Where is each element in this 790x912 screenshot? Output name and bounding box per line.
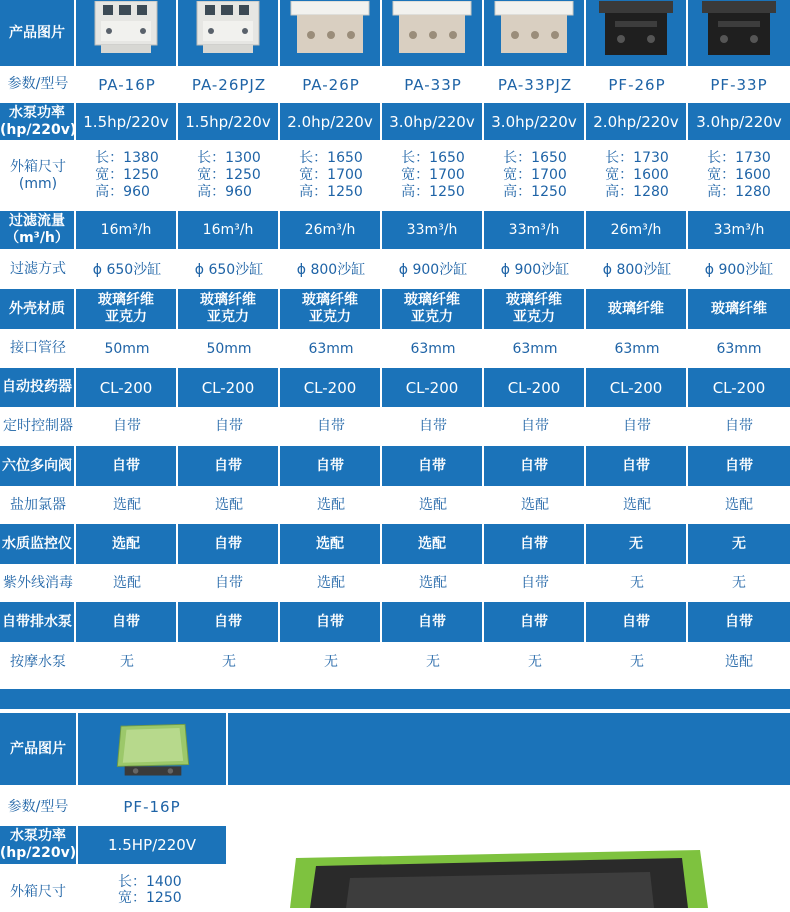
cell: 选配 [484, 486, 586, 524]
product-image [280, 0, 382, 66]
cell: ϕ 900沙缸 [688, 249, 790, 289]
row-label: 按摩水泵 [0, 642, 76, 682]
length: 长：1730 [707, 150, 771, 166]
salt-chlorinator-row [0, 486, 790, 524]
cell: ϕ 900沙缸 [382, 249, 484, 289]
length: 长：1400 [118, 874, 182, 890]
cell: ϕ 900沙缸 [484, 249, 586, 289]
cell [484, 140, 586, 211]
water-monitor-row [0, 524, 790, 564]
cell [280, 140, 382, 211]
width: 宽：1250 [95, 167, 159, 183]
cell: 无 [688, 564, 790, 602]
row-label: 定时控制器 [0, 407, 76, 446]
cell: 自带 [484, 524, 586, 564]
cell: 无 [586, 642, 688, 682]
cell: 26m³/h [280, 211, 382, 249]
cell: 玻璃纤维 亚克力 [280, 289, 382, 329]
cell: ϕ 650沙缸 [178, 249, 280, 289]
cell: 选配 [382, 486, 484, 524]
cell: ϕ 800沙缸 [586, 249, 688, 289]
cell: 50mm [178, 329, 280, 368]
row-label: 水质监控仪 [0, 524, 76, 564]
row-label: 参数/型号 [7, 798, 69, 815]
width: 宽：1250 [197, 167, 261, 183]
width: 宽：1250 [118, 890, 182, 906]
filter-unit-image [694, 1, 784, 61]
power-row [0, 103, 790, 140]
size-value [118, 874, 182, 906]
material-row [0, 289, 790, 329]
drain-pump-row [0, 602, 790, 642]
cell: 自带 [688, 602, 790, 642]
row-label: 紫外线消毒 [0, 564, 76, 602]
cell: 自带 [280, 446, 382, 486]
height: 高：1250 [503, 184, 567, 200]
cell: PA-33P [382, 66, 484, 103]
cell: 3.0hp/220v [688, 103, 790, 140]
cell: 选配 [586, 486, 688, 524]
cell: 无 [586, 564, 688, 602]
width: 宽：1700 [401, 167, 465, 183]
product-image-cell [78, 713, 226, 785]
row-label: 水泵功率 (hp/220v) [0, 826, 76, 864]
power-value: 1.5HP/220V [78, 826, 226, 864]
cell: 自带 [178, 602, 280, 642]
width: 宽：1600 [605, 167, 669, 183]
cell [586, 140, 688, 211]
valve-row [0, 446, 790, 486]
cell: 自带 [280, 602, 382, 642]
cell: PF-26P [586, 66, 688, 103]
cell: 无 [586, 524, 688, 564]
width: 宽：1700 [299, 167, 363, 183]
cell [178, 140, 280, 211]
cell [382, 140, 484, 211]
cell [688, 140, 790, 211]
length: 长：1650 [299, 150, 363, 166]
cell: CL-200 [76, 368, 178, 407]
length: 长：1300 [197, 150, 261, 166]
cell: 自带 [688, 446, 790, 486]
filter-method-row [0, 249, 790, 289]
row-label: 接口管径 [0, 329, 76, 368]
cell: ϕ 800沙缸 [280, 249, 382, 289]
cell: CL-200 [382, 368, 484, 407]
cell: CL-200 [484, 368, 586, 407]
height: 高：1250 [401, 184, 465, 200]
cell: 自带 [382, 602, 484, 642]
cell: CL-200 [280, 368, 382, 407]
product-image [382, 0, 484, 66]
auto-dosing-row [0, 368, 790, 407]
row-label: 参数/型号 [0, 66, 76, 103]
cell: 选配 [280, 524, 382, 564]
cell: 玻璃纤维 亚克力 [484, 289, 586, 329]
product-image [586, 0, 688, 66]
cell: 选配 [688, 486, 790, 524]
flow-row [0, 211, 790, 249]
cell: 16m³/h [76, 211, 178, 249]
cell: 选配 [280, 486, 382, 524]
row-label: 过滤方式 [0, 249, 76, 289]
timer-row [0, 407, 790, 446]
row-label: 产品图片 [0, 713, 76, 785]
row-label: 产品图片 [0, 0, 76, 66]
cell: PF-33P [688, 66, 790, 103]
product-photo [290, 838, 710, 908]
cell: 3.0hp/220v [382, 103, 484, 140]
cell: 63mm [586, 329, 688, 368]
cell: PA-26P [280, 66, 382, 103]
cell: 无 [76, 642, 178, 682]
cell: 自带 [382, 407, 484, 446]
cell: 选配 [382, 524, 484, 564]
cell: 玻璃纤维 亚克力 [382, 289, 484, 329]
cell: PA-16P [76, 66, 178, 103]
cell: 63mm [484, 329, 586, 368]
size-row [0, 140, 790, 211]
cell: 自带 [586, 407, 688, 446]
cell: 63mm [688, 329, 790, 368]
cell: CL-200 [688, 368, 790, 407]
cell: 63mm [280, 329, 382, 368]
height: 高：960 [197, 184, 252, 200]
cell: ϕ 650沙缸 [76, 249, 178, 289]
cell: 自带 [76, 446, 178, 486]
cell: 33m³/h [688, 211, 790, 249]
cell: 自带 [586, 446, 688, 486]
cell: 2.0hp/220v [586, 103, 688, 140]
cell: 玻璃纤维 [586, 289, 688, 329]
cell: 选配 [76, 486, 178, 524]
cell: PA-33PJZ [484, 66, 586, 103]
filter-unit-image [81, 1, 171, 61]
cell: 自带 [76, 407, 178, 446]
cell: 50mm [76, 329, 178, 368]
cell [76, 140, 178, 211]
cell: 自带 [484, 446, 586, 486]
image-row-filler [228, 713, 790, 785]
cell: 3.0hp/220v [484, 103, 586, 140]
cell: CL-200 [586, 368, 688, 407]
cell: 2.0hp/220v [280, 103, 382, 140]
height: 高：1250 [299, 184, 363, 200]
cell: 选配 [382, 564, 484, 602]
cell: 63mm [382, 329, 484, 368]
cell: 选配 [76, 524, 178, 564]
filter-unit-image [489, 1, 579, 61]
cell: 玻璃纤维 亚克力 [76, 289, 178, 329]
cell: PA-26PJZ [178, 66, 280, 103]
width: 宽：1600 [707, 167, 771, 183]
filter-unit-image [591, 1, 681, 61]
cell: 无 [178, 642, 280, 682]
row-label: 外箱尺寸 [10, 883, 66, 900]
model-value: PF-16P [123, 798, 181, 816]
cell: 自带 [382, 446, 484, 486]
cell: 选配 [76, 564, 178, 602]
row-label: 水泵功率 (hp/220v) [0, 103, 76, 140]
cell: 选配 [280, 564, 382, 602]
cell: 选配 [688, 642, 790, 682]
length: 长：1380 [95, 150, 159, 166]
filter-unit-image [108, 717, 198, 781]
product-image [178, 0, 280, 66]
filter-unit-image [183, 1, 273, 61]
massage-pump-row [0, 642, 790, 682]
row-label: 盐加氯器 [0, 486, 76, 524]
height: 高：1280 [707, 184, 771, 200]
cell: 无 [688, 524, 790, 564]
cell: 33m³/h [382, 211, 484, 249]
filter-unit-image [285, 1, 375, 61]
row-label: 过滤流量 （m³/h） [0, 211, 76, 249]
cell: 自带 [178, 446, 280, 486]
cell: 玻璃纤维 亚克力 [178, 289, 280, 329]
cell: 26m³/h [586, 211, 688, 249]
cell: 自带 [688, 407, 790, 446]
cell: 无 [280, 642, 382, 682]
height: 高：960 [95, 184, 150, 200]
product-image-row [0, 0, 790, 66]
product-image [688, 0, 790, 66]
product-image [76, 0, 178, 66]
row-label: 自动投药器 [0, 368, 76, 407]
product-image [484, 0, 586, 66]
row-label: 自带排水泵 [0, 602, 76, 642]
cell: 自带 [178, 524, 280, 564]
cell: CL-200 [178, 368, 280, 407]
row-label: 六位多向阀 [0, 446, 76, 486]
cell: 1.5hp/220v [178, 103, 280, 140]
row-label: 外箱尺寸 (mm) [0, 140, 76, 211]
length: 长：1650 [503, 150, 567, 166]
cell: 自带 [280, 407, 382, 446]
cell: 1.5hp/220v [76, 103, 178, 140]
row-label: 外壳材质 [0, 289, 76, 329]
cell: 自带 [178, 407, 280, 446]
pipe-diameter-row [0, 329, 790, 368]
cell: 选配 [178, 486, 280, 524]
length: 长：1730 [605, 150, 669, 166]
section-divider [0, 689, 790, 709]
cell: 自带 [484, 602, 586, 642]
cell: 无 [484, 642, 586, 682]
cell: 自带 [178, 564, 280, 602]
filter-unit-image [387, 1, 477, 61]
cell: 自带 [586, 602, 688, 642]
cell: 无 [382, 642, 484, 682]
model-row [0, 66, 790, 103]
uv-row [0, 564, 790, 602]
height: 高：1280 [605, 184, 669, 200]
cell: 自带 [484, 564, 586, 602]
cell: 16m³/h [178, 211, 280, 249]
cell: 33m³/h [484, 211, 586, 249]
length: 长：1650 [401, 150, 465, 166]
cell: 自带 [76, 602, 178, 642]
cell: 自带 [484, 407, 586, 446]
cell: 玻璃纤维 [688, 289, 790, 329]
width: 宽：1700 [503, 167, 567, 183]
